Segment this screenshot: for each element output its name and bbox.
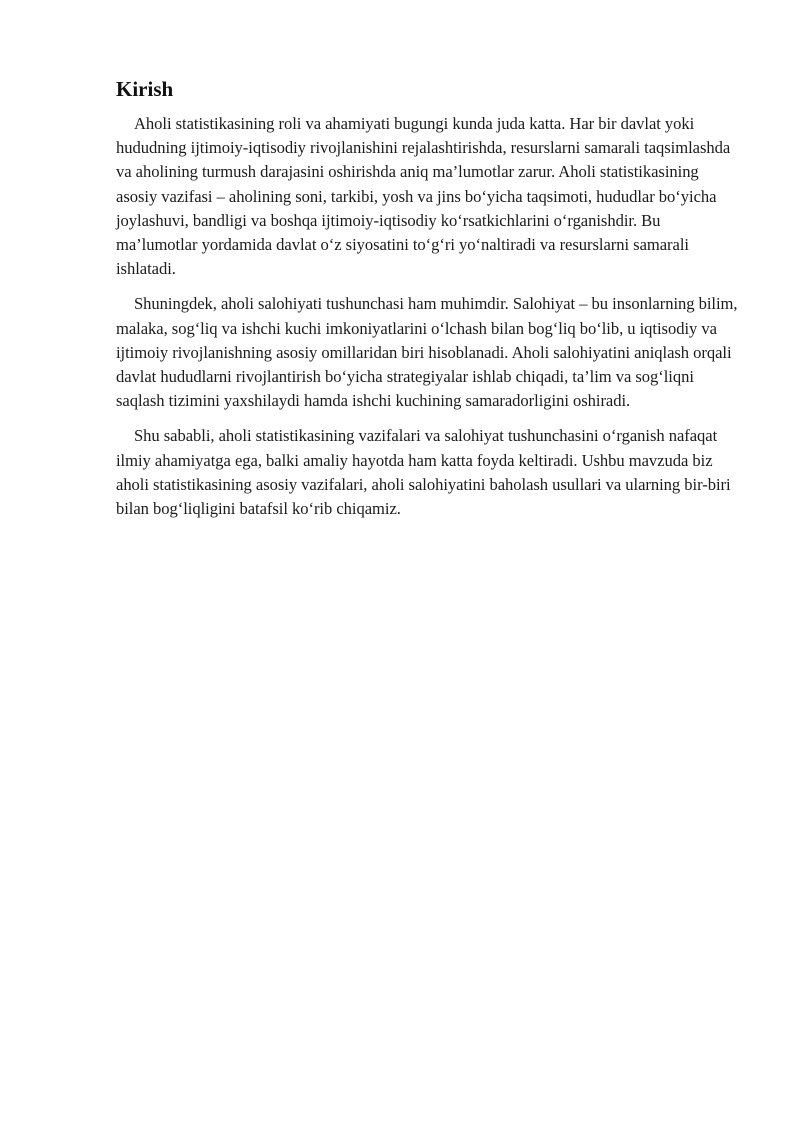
paragraph-2: Shuningdek, aholi salohiyati tushunchasi ham muhimdir. Salohiyat – bu insonlarning bilim, malaka, sog‘liq va ishchi kuchi imkoniyatlarini o‘lchash bilan bog‘liq bo‘lib, u iqtisodiy va ijtimoiy rivojlanishning asosiy omillaridan biri hisoblanadi. Aholi salohiyatini aniqlash orqali davlat hududlarni rivojlantirish bo‘yicha strategiyalar ishlab chiqadi, ta’lim va sog‘liqni saqlash tizimini yaxshilaydi hamda ishchi kuchining samaradorligini oshiradi. <box>116 294 738 411</box>
paragraph-1: Aholi statistikasining roli va ahamiyati bugungi kunda juda katta. Har bir davlat yoki hududning ijtimoiy-iqtisodiy rivojlanishini rejalashtirishda, resurslarni samarali taqsimlashda va aholining turmush darajasini oshirishda aniq ma’lumotlar zarur. Aholi statistikasining asosiy vazifasi – aholining soni, tarkibi, yosh va jins bo‘yicha taqsimoti, hududlar bo‘yicha joylashuvi, bandligi va boshqa ijtimoiy-iqtisodiy ko‘rsatkichlarini o‘rganishdir. Bu ma’lumotlar yordamida davlat o‘z siyosatini to‘g‘ri yo‘naltiradi va resurslarni samarali ishlatadi. <box>116 114 731 279</box>
section-heading: Kirish <box>116 77 174 101</box>
document-body <box>116 76 742 532</box>
paragraph-3: Shu sababli, aholi statistikasining vazifalari va salohiyat tushunchasini o‘rganish nafaqat ilmiy ahamiyatga ega, balki amaliy hayotda ham katta foyda keltiradi. Ushbu mavzuda biz aholi statistikasining asosiy vazifalari, aholi salohiyatini baholash usullari va ularning bir-biri bilan bog‘liqligini batafsil ko‘rib chiqamiz. <box>116 426 731 519</box>
